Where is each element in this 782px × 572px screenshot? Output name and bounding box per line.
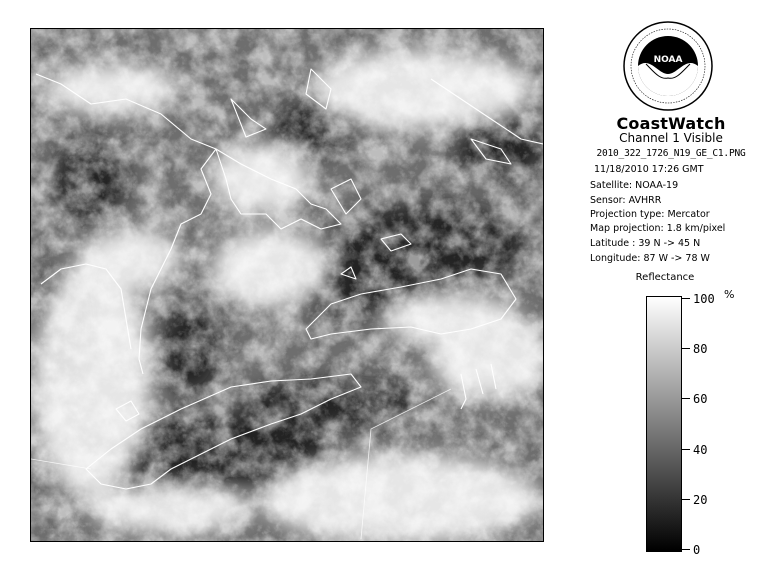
info-satellite: Satellite: NOAA-19 — [590, 180, 679, 191]
product-title: CoastWatch — [616, 114, 726, 133]
cloud-imagery — [31, 29, 543, 541]
info-datetime: 11/18/2010 17:26 GMT — [594, 164, 704, 175]
info-projection-type: Projection type: Mercator — [590, 209, 710, 220]
colorbar-tick-label: 20 — [693, 493, 708, 507]
channel-subtitle: Channel 1 Visible — [619, 131, 723, 145]
colorbar-title: Reflectance — [635, 272, 695, 283]
info-latitude: Latitude : 39 N -> 45 N — [590, 238, 701, 249]
colorbar-tick — [682, 449, 690, 450]
legend-panel — [560, 0, 782, 572]
colorbar-tick-label: 80 — [693, 342, 708, 356]
colorbar-unit: % — [724, 288, 735, 301]
logo-text: NOAA — [653, 55, 683, 65]
colorbar-tick — [682, 348, 690, 349]
colorbar-tick — [682, 499, 690, 500]
info-sensor: Sensor: AVHRR — [590, 195, 662, 206]
noaa-logo — [622, 20, 714, 112]
colorbar-tick-label: 100 — [693, 292, 715, 306]
info-longitude: Longitude: 87 W -> 78 W — [590, 253, 710, 264]
colorbar-tick-label: 60 — [693, 392, 708, 406]
colorbar — [646, 296, 682, 552]
colorbar-tick-label: 0 — [693, 543, 701, 557]
satellite-image — [30, 28, 544, 542]
info-map-projection: Map projection: 1.8 km/pixel — [590, 223, 726, 234]
colorbar-tick-label: 40 — [693, 443, 708, 457]
colorbar-tick — [682, 298, 690, 299]
colorbar-tick — [682, 398, 690, 399]
image-filename: 2010_322_1726_N19_GE_C1.PNG — [596, 148, 746, 159]
colorbar-tick — [682, 549, 690, 550]
